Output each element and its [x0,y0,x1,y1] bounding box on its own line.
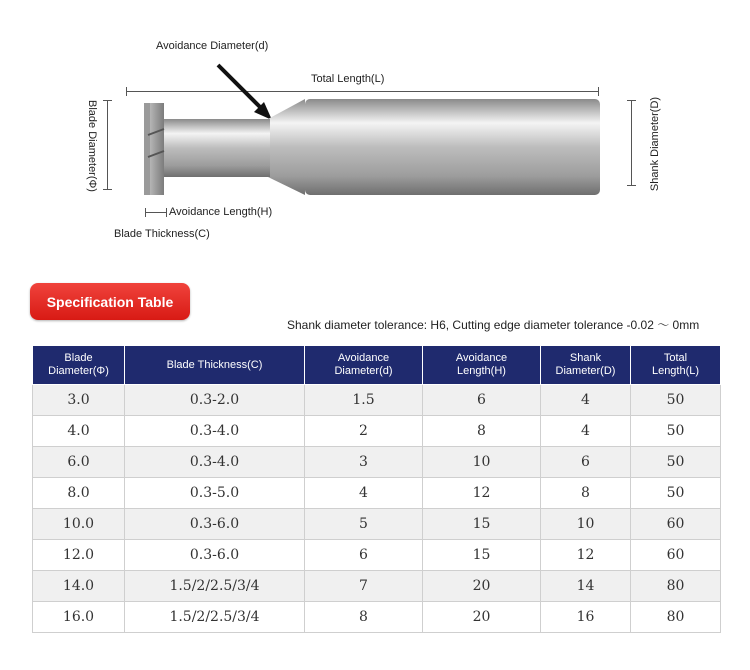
header-total-length: Total Length(L) [631,346,721,385]
table-row [33,478,721,509]
total-length-line [126,91,599,92]
label-blade-diameter: Blade Diameter(Φ) [86,100,98,192]
header-blade-diameter: Blade Diameter(Φ) [33,346,125,385]
cell-avoidance-diameter: 6 [305,540,423,571]
cell-shank-diameter: 6 [541,447,631,478]
cell-blade-diameter: 4.0 [33,416,125,447]
table-row [33,416,721,447]
tool-image [140,95,605,200]
cell-blade-diameter: 8.0 [33,478,125,509]
cell-blade-thickness: 1.5/2/2.5/3/4 [125,571,305,602]
cell-total-length: 50 [631,447,721,478]
cell-blade-thickness: 0.3-2.0 [125,385,305,416]
cell-avoidance-diameter: 3 [305,447,423,478]
label-avoidance-diameter: Avoidance Diameter(d) [156,40,269,52]
cell-avoidance-length: 15 [423,540,541,571]
header-blade-thickness: Blade Thickness(C) [125,346,305,385]
cell-blade-thickness: 0.3-5.0 [125,478,305,509]
cell-total-length: 80 [631,571,721,602]
cell-avoidance-length: 20 [423,571,541,602]
cell-shank-diameter: 10 [541,509,631,540]
header-avoidance-diameter: Avoidance Diameter(d) [305,346,423,385]
avoidance-length-tick-left [145,208,146,217]
cell-blade-diameter: 12.0 [33,540,125,571]
table-row [33,540,721,571]
label-total-length: Total Length(L) [311,73,385,85]
specification-table-badge: Specification Table [30,283,190,320]
cell-shank-diameter: 16 [541,602,631,633]
cell-blade-thickness: 0.3-6.0 [125,509,305,540]
cell-avoidance-length: 8 [423,416,541,447]
blade-diameter-tick-top [103,100,112,101]
cell-shank-diameter: 14 [541,571,631,602]
cell-avoidance-length: 10 [423,447,541,478]
cell-avoidance-diameter: 8 [305,602,423,633]
header-avoidance-length: Avoidance Length(H) [423,346,541,385]
cell-shank-diameter: 12 [541,540,631,571]
shank-diameter-tick-top [627,100,636,101]
table-row [33,509,721,540]
cell-blade-diameter: 10.0 [33,509,125,540]
cell-blade-thickness: 0.3-4.0 [125,416,305,447]
cell-blade-thickness: 0.3-4.0 [125,447,305,478]
cell-blade-thickness: 1.5/2/2.5/3/4 [125,602,305,633]
cell-blade-diameter: 14.0 [33,571,125,602]
cell-avoidance-diameter: 1.5 [305,385,423,416]
label-avoidance-length: Avoidance Length(H) [169,206,273,218]
cell-blade-thickness: 0.3-6.0 [125,540,305,571]
label-blade-thickness: Blade Thickness(C) [114,228,210,240]
cell-total-length: 50 [631,416,721,447]
table-row [33,385,721,416]
cell-avoidance-diameter: 4 [305,478,423,509]
cell-avoidance-length: 20 [423,602,541,633]
cell-total-length: 60 [631,540,721,571]
cell-avoidance-diameter: 2 [305,416,423,447]
label-shank-diameter: Shank Diameter(D) [649,96,661,192]
cell-avoidance-length: 6 [423,385,541,416]
specification-table [32,345,721,633]
avoidance-length-tick-right [166,208,167,217]
total-length-tick-left [126,87,127,96]
cell-total-length: 50 [631,385,721,416]
cell-blade-diameter: 3.0 [33,385,125,416]
table-row [33,602,721,633]
cell-total-length: 80 [631,602,721,633]
table-row [33,447,721,478]
cell-blade-diameter: 6.0 [33,447,125,478]
cell-shank-diameter: 4 [541,416,631,447]
cell-total-length: 60 [631,509,721,540]
cell-avoidance-diameter: 7 [305,571,423,602]
shank-diameter-line [631,100,632,186]
cell-avoidance-length: 12 [423,478,541,509]
blade-diameter-tick-bottom [103,189,112,190]
shank-diameter-tick-bottom [627,185,636,186]
cell-blade-diameter: 16.0 [33,602,125,633]
cell-avoidance-length: 15 [423,509,541,540]
avoidance-length-line [145,212,167,213]
tolerance-note: Shank diameter tolerance: H6, Cutting edge diameter tolerance -0.02 ～ 0mm [287,318,700,332]
table-header-row [33,346,721,385]
cell-avoidance-diameter: 5 [305,509,423,540]
header-shank-diameter: Shank Diameter(D) [541,346,631,385]
blade-diameter-line [107,100,108,190]
cell-total-length: 50 [631,478,721,509]
cell-shank-diameter: 4 [541,385,631,416]
cell-shank-diameter: 8 [541,478,631,509]
table-row [33,571,721,602]
